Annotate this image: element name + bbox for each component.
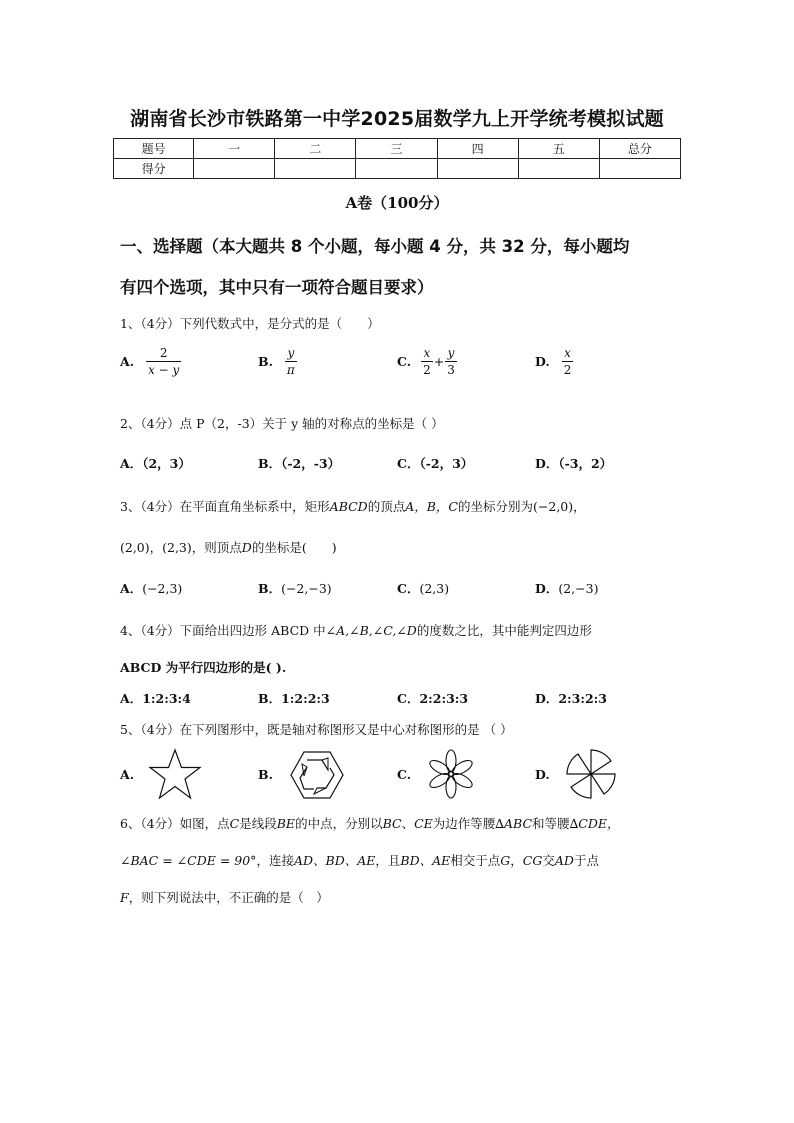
q4-option-a[interactable]: A．1:2:3:4 <box>120 691 191 706</box>
q5-option-b[interactable]: B. <box>258 767 273 782</box>
score-input-cell[interactable] <box>518 159 599 179</box>
score-input-cell[interactable] <box>275 159 356 179</box>
q4-option-c[interactable]: C．2:2:3:3 <box>397 691 469 706</box>
score-input-cell[interactable] <box>437 159 518 179</box>
fraction: $\frac{x}{2}$ <box>563 346 572 377</box>
score-header-cell: 一 <box>194 139 275 159</box>
q1-option-c[interactable]: C. $\frac{x}{2}$ + $\frac{y}{3}$ <box>397 346 455 377</box>
q1-option-a[interactable] <box>120 346 181 377</box>
score-input-cell[interactable] <box>194 159 275 179</box>
flower-icon <box>425 747 477 801</box>
score-header-cell: 题号 <box>114 139 194 159</box>
q2-option-b[interactable]: B．（-2，-3） <box>258 456 341 471</box>
score-header-cell: 五 <box>518 139 599 159</box>
points-label: A，B，C <box>405 499 458 514</box>
score-header-cell: 二 <box>275 139 356 159</box>
score-header-cell: 总分 <box>599 139 680 159</box>
q5-option-d[interactable]: D. <box>535 767 550 782</box>
q1-option-b[interactable] <box>258 346 297 377</box>
recycle-hexagon-icon <box>290 750 344 800</box>
q6-stem-line1: 6、（4分）如图，点C是线段BE的中点，分别以BC、CE为边作等腰∆ABC和等腰∆CDE， <box>120 816 620 831</box>
q2-stem: 2、（4分）点 P（2，-3）关于 y 轴的对称点的坐标是（ ） <box>120 416 444 431</box>
q3-option-c[interactable]: C．(2,3) <box>397 581 450 596</box>
score-header-cell: 三 <box>356 139 437 159</box>
q3-stem-line1: 3、（4分）在平面直角坐标系中，矩形ABCD的顶点A，B，C的坐标分别为(−2,0)， <box>120 499 586 514</box>
q1-stem: 1、（4分）下列代数式中，是分式的是（ ） <box>120 316 380 331</box>
q2-option-d[interactable]: D．（-3，2） <box>535 456 613 471</box>
q5-stem: 5、（4分）在下列图形中，既是轴对称图形又是中心对称图形的是 （ ） <box>120 722 513 737</box>
fraction: $\frac{y}{3}$ <box>447 346 455 377</box>
pinwheel-icon <box>562 745 620 803</box>
q1-option-d[interactable] <box>535 346 573 377</box>
q4-option-d[interactable]: D．2:3:2:3 <box>535 691 607 706</box>
section-heading-line2: 有四个选项，其中只有一项符合题目要求） <box>120 278 434 297</box>
q3-stem-line2: (2,0)，(2,3)，则顶点D的坐标是( ) <box>120 540 337 555</box>
q2-option-c[interactable]: C．（-2，3） <box>397 456 474 471</box>
star-icon <box>147 748 203 802</box>
score-input-cell[interactable] <box>599 159 680 179</box>
q4-stem-line2: ABCD 为平行四边形的是( ). <box>120 660 287 675</box>
q4-stem-line1: 4、（4分）下面给出四边形 ABCD 中∠A,∠B,∠C,∠D的度数之比，其中能判定四边形 <box>120 623 592 638</box>
score-table <box>113 138 681 179</box>
score-row-label: 得分 <box>114 159 194 179</box>
fraction: $\frac{2}{x - y}$ <box>148 346 180 377</box>
q3-option-d[interactable]: D．(2,−3) <box>535 581 599 596</box>
q3-option-b[interactable]: B．(−2,−3) <box>258 581 332 596</box>
q3-option-a[interactable]: A．(−2,3) <box>120 581 183 596</box>
score-header-cell: 四 <box>437 139 518 159</box>
score-table-score-row <box>114 159 681 179</box>
q6-stem-line2: ∠BAC = ∠CDE = 90°，连接AD、BD、AE，且BD、AE相交于点G，CG交AD于点 <box>120 853 599 868</box>
option-letter: A. <box>120 354 135 369</box>
q5-option-a[interactable]: A. <box>120 767 135 782</box>
option-letter: C. <box>397 354 412 369</box>
q6-stem-line3: F，则下列说法中，不正确的是（ ） <box>120 890 329 905</box>
q5-option-c[interactable]: C. <box>397 767 412 782</box>
part-a-heading: A卷（100分） <box>345 194 449 212</box>
option-letter: B. <box>258 354 273 369</box>
score-input-cell[interactable] <box>356 159 437 179</box>
fraction: $\frac{y}{\pi}$ <box>286 346 295 377</box>
q2-option-a[interactable]: A．（2，3） <box>120 456 191 471</box>
fraction: $\frac{x}{2}$ <box>423 346 431 377</box>
rect-label: ABCD <box>329 499 368 514</box>
exam-title: 湖南省长沙市铁路第一中学2025届数学九上开学统考模拟试题 <box>130 108 664 130</box>
score-table-header-row <box>114 139 681 159</box>
section-heading-line1: 一、选择题（本大题共 8 个小题，每小题 4 分，共 32 分，每小题均 <box>120 237 630 256</box>
option-letter: D. <box>535 354 550 369</box>
q4-option-b[interactable]: B．1:2:2:3 <box>258 691 330 706</box>
